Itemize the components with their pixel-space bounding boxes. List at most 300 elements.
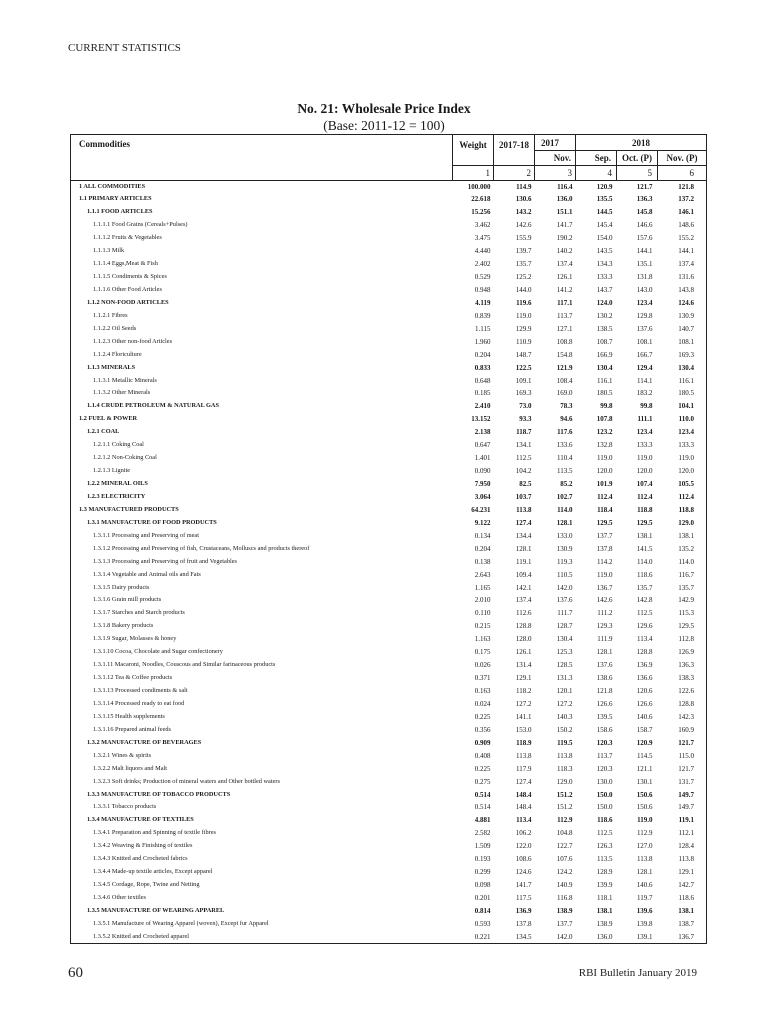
value-nov-2018-cell: 144.1 [678,247,695,256]
table-row [71,542,707,555]
value-2017-18-cell: 122.5 [515,363,532,372]
value-nov-2018-cell: 136.7 [678,932,695,941]
value-nov-2017-cell: 110.5 [557,570,573,579]
value-nov-2018-cell: 121.7 [678,738,695,747]
value-nov-2017-cell: 104.8 [556,829,573,838]
value-nov-2018-cell: 131.7 [678,777,695,786]
value-sep-2018-cell: 120.3 [596,738,613,747]
value-2017-18-cell: 135.7 [515,260,532,269]
value-2017-18-cell: 118.2 [516,687,532,696]
value-oct-2018-cell: 112.4 [637,492,653,501]
commodity-cell: 1 ALL COMMODITIES [79,182,146,190]
value-nov-2018-cell: 120.0 [678,467,695,476]
fiscal-year-header: 2017-18 [494,135,535,166]
value-nov-2018-cell: 124.6 [678,298,695,307]
weight-cell: 0.175 [474,648,491,657]
table-row [71,335,707,348]
weight-cell: 0.090 [474,467,491,476]
value-sep-2018-cell: 116.1 [597,376,613,385]
value-oct-2018-cell: 126.6 [636,699,653,708]
value-nov-2018-cell: 138.3 [678,674,695,683]
value-2017-18-cell: 104.2 [515,467,532,476]
value-nov-2018-cell: 138.7 [678,919,695,928]
value-oct-2018-cell: 119.7 [637,894,653,903]
value-nov-2017-cell: 113.8 [557,751,573,760]
value-nov-2018-cell: 142.7 [678,881,695,890]
value-sep-2018-cell: 137.7 [596,531,613,540]
commodity-cell: 1.3.1.16 Prepared animal feeds [93,725,171,733]
table-row [71,555,707,568]
value-oct-2018-cell: 150.6 [636,790,653,799]
value-2017-18-cell: 129.1 [515,674,532,683]
weight-cell: 0.026 [474,661,491,670]
column-number: 4 [576,166,617,181]
commodity-cell: 1.3.1.13 Processed condiments & salt [93,687,188,695]
table-row [71,917,707,930]
value-oct-2018-cell: 141.5 [636,544,653,553]
value-nov-2018-cell: 137.4 [678,260,695,269]
commodity-cell: 1.1.1.2 Fruits & Vegetables [93,234,162,242]
value-oct-2018-cell: 137.6 [636,324,653,333]
weight-cell: 0.909 [474,738,491,747]
value-nov-2018-cell: 131.6 [678,273,695,282]
value-2017-18-cell: 114.9 [516,182,532,191]
value-oct-2018-cell: 139.8 [636,919,653,928]
commodity-cell: 1.1.1.4 Eggs,Meat & Fish [93,260,158,268]
value-sep-2018-cell: 166.9 [596,350,613,359]
commodity-cell: 1.1.1.1 Food Grains (Cereals+Pulses) [93,221,188,229]
value-sep-2018-cell: 134.3 [596,260,613,269]
table-row [71,387,707,400]
weight-cell: 2.643 [474,570,491,579]
table-row [71,284,707,297]
value-sep-2018-cell: 139.9 [596,881,613,890]
value-oct-2018-cell: 130.1 [636,777,653,786]
commodity-cell: 1.1.1 FOOD ARTICLES [87,208,153,216]
commodity-cell: 1.3.2.2 Malt liquors and Malt [93,764,167,772]
value-nov-2018-cell: 133.3 [678,441,695,450]
commodity-cell: 1.3.1.4 Vegetable and Animal oils and Fats [93,570,201,578]
value-sep-2018-cell: 137.8 [596,544,613,553]
value-oct-2018-cell: 112.9 [637,829,653,838]
value-nov-2017-cell: 131.3 [556,674,573,683]
weight-cell: 0.647 [474,441,491,450]
weight-cell: 0.098 [474,881,491,890]
commodity-cell: 1.2.1.2 Non-Coking Coal [93,454,157,462]
value-2017-18-cell: 134.1 [515,441,532,450]
weight-cell: 2.010 [474,596,491,605]
value-nov-2017-cell: 151.2 [556,790,573,799]
value-sep-2018-cell: 99.8 [600,402,613,411]
value-2017-18-cell: 122.0 [515,842,532,851]
weight-cell: 1.960 [474,337,491,346]
value-nov-2018-cell: 112.8 [678,635,695,644]
value-nov-2017-cell: 113.7 [557,311,573,320]
table-row [71,698,707,711]
value-sep-2018-cell: 112.5 [597,829,613,838]
value-2017-18-cell: 142.1 [515,583,532,592]
value-2017-18-cell: 82.5 [519,480,532,489]
weight-cell: 0.225 [474,712,491,721]
value-2017-18-cell: 131.4 [515,661,532,670]
value-2017-18-cell: 148.4 [515,803,532,812]
value-2017-18-cell: 113.4 [516,816,532,825]
value-nov-2017-cell: 151.1 [556,208,573,217]
value-nov-2018-cell: 104.1 [678,402,695,411]
value-sep-2018-cell: 150.0 [596,803,613,812]
weight-cell: 2.402 [474,260,491,269]
value-sep-2018-cell: 130.0 [596,777,613,786]
value-sep-2018-cell: 129.5 [596,518,613,527]
table-row [71,930,707,943]
table-row [71,633,707,646]
value-nov-2017-cell: 114.0 [557,505,573,514]
table-row [71,840,707,853]
table-row [71,594,707,607]
value-sep-2018-cell: 154.0 [596,234,613,243]
commodity-cell: 1.3.5.1 Manufacture of Wearing Apparel (woven), Except fur Apparel [93,919,269,927]
weight-cell: 0.839 [474,311,491,320]
oct-2018-header: Oct. (P) [617,151,658,166]
value-nov-2018-cell: 138.1 [678,906,695,915]
value-oct-2018-cell: 143.0 [636,285,653,294]
commodity-cell: 1.2.1 COAL [87,428,120,436]
table-row [71,710,707,723]
value-nov-2017-cell: 94.6 [560,415,573,424]
value-nov-2017-cell: 142.0 [556,583,573,592]
table-row [71,232,707,245]
value-oct-2018-cell: 120.0 [636,467,653,476]
value-nov-2018-cell: 129.5 [678,622,695,631]
value-oct-2018-cell: 121.7 [636,182,653,191]
year-2017-header: 2017 [535,135,576,151]
value-nov-2018-cell: 160.9 [678,725,695,734]
value-sep-2018-cell: 138.9 [596,919,613,928]
value-nov-2017-cell: 130.4 [556,635,573,644]
table-row [71,258,707,271]
value-nov-2017-cell: 130.9 [556,544,573,553]
value-2017-18-cell: 108.6 [515,855,532,864]
value-2017-18-cell: 118.9 [516,738,532,747]
table-row [71,271,707,284]
value-sep-2018-cell: 128.9 [596,868,613,877]
weight-cell: 2.138 [474,428,491,437]
value-sep-2018-cell: 145.4 [596,221,613,230]
value-nov-2018-cell: 129.1 [678,868,695,877]
weight-cell: 1.401 [474,454,491,463]
value-2017-18-cell: 169.3 [515,389,532,398]
value-sep-2018-cell: 144.5 [596,208,613,217]
value-nov-2017-cell: 111.7 [557,609,573,618]
commodity-cell: 1.1.4 CRUDE PETROLEUM & NATURAL GAS [87,402,219,410]
commodity-cell: 1.3.4.1 Preparation and Spinning of textile fibres [93,829,216,837]
weight-cell: 4.440 [474,247,491,256]
value-nov-2017-cell: 154.8 [556,350,573,359]
value-sep-2018-cell: 121.8 [596,687,613,696]
table-row [71,296,707,309]
value-sep-2018-cell: 180.5 [596,389,613,398]
value-2017-18-cell: 136.9 [515,906,532,915]
table-row [71,426,707,439]
value-2017-18-cell: 109.1 [515,376,532,385]
table-row [71,503,707,516]
weight-cell: 0.138 [474,557,491,566]
table-row [71,775,707,788]
value-oct-2018-cell: 140.6 [636,881,653,890]
value-nov-2017-cell: 137.4 [556,260,573,269]
value-2017-18-cell: 124.6 [515,868,532,877]
weight-cell: 0.299 [474,868,491,877]
value-nov-2018-cell: 130.9 [678,311,695,320]
weight-cell: 0.948 [474,285,491,294]
table-body [71,180,707,943]
value-2017-18-cell: 113.8 [516,751,532,760]
value-sep-2018-cell: 129.3 [596,622,613,631]
table-row [71,322,707,335]
table-subtitle: (Base: 2011-12 = 100) [323,118,445,133]
nov-2017-header: Nov. [535,151,576,166]
weight-cell: 2.410 [474,402,491,411]
value-oct-2018-cell: 99.8 [640,402,653,411]
weight-cell: 22.618 [471,195,491,204]
value-oct-2018-cell: 166.7 [636,350,653,359]
table-row [71,672,707,685]
commodity-cell: 1.3.1.9 Sugar, Molasses & honey [93,635,177,643]
table-row [71,814,707,827]
value-nov-2017-cell: 117.1 [557,298,573,307]
table-row [71,348,707,361]
value-nov-2018-cell: 148.6 [678,221,695,230]
table-row [71,853,707,866]
value-oct-2018-cell: 135.7 [636,583,653,592]
value-nov-2018-cell: 142.9 [678,596,695,605]
value-oct-2018-cell: 129.6 [636,622,653,631]
value-nov-2018-cell: 118.6 [678,894,695,903]
value-nov-2017-cell: 141.7 [556,221,573,230]
value-nov-2018-cell: 128.8 [678,699,695,708]
weight-cell: 0.593 [474,919,491,928]
value-nov-2018-cell: 137.2 [678,195,695,204]
commodity-cell: 1.3.1 MANUFACTURE OF FOOD PRODUCTS [87,518,217,526]
value-sep-2018-cell: 128.1 [596,648,613,657]
value-sep-2018-cell: 113.5 [597,855,613,864]
value-nov-2017-cell: 108.8 [556,337,573,346]
commodity-cell: 1.3.4.5 Cordage, Rope, Twine and Netting [93,881,200,889]
value-nov-2017-cell: 151.2 [556,803,573,812]
value-nov-2018-cell: 135.7 [678,583,695,592]
value-sep-2018-cell: 108.7 [596,337,613,346]
value-nov-2017-cell: 119.3 [557,557,573,566]
value-sep-2018-cell: 130.4 [596,363,613,372]
value-oct-2018-cell: 146.6 [636,221,653,230]
value-oct-2018-cell: 142.8 [636,596,653,605]
table-row [71,413,707,426]
value-2017-18-cell: 110.9 [516,337,532,346]
commodity-cell: 1.3.2 MANUFACTURE OF BEVERAGES [87,738,202,746]
value-nov-2017-cell: 127.1 [556,324,573,333]
commodity-cell: 1.3.3 MANUFACTURE OF TOBACCO PRODUCTS [87,790,231,798]
value-sep-2018-cell: 119.0 [597,454,613,463]
value-nov-2017-cell: 137.6 [556,596,573,605]
table-row [71,206,707,219]
value-oct-2018-cell: 138.1 [636,531,653,540]
value-nov-2018-cell: 118.8 [678,505,695,514]
value-oct-2018-cell: 136.6 [636,674,653,683]
table-row [71,659,707,672]
commodity-cell: 1.1.3.2 Other Minerals [93,389,151,397]
value-nov-2018-cell: 115.0 [678,751,695,760]
value-nov-2017-cell: 125.3 [556,648,573,657]
value-sep-2018-cell: 107.8 [596,415,613,424]
commodity-cell: 1.3 MANUFACTURED PRODUCTS [79,505,179,513]
value-2017-18-cell: 73.0 [519,402,532,411]
value-nov-2017-cell: 138.9 [556,906,573,915]
weight-cell: 64.231 [471,505,491,514]
commodity-cell: 1.1.2.1 Fibres [93,311,128,319]
weight-cell: 0.204 [474,544,491,553]
value-sep-2018-cell: 158.6 [596,725,613,734]
table-row [71,762,707,775]
weight-cell: 1.115 [475,324,491,333]
sep-2018-header: Sep. [576,151,617,166]
value-nov-2017-cell: 142.0 [556,932,573,941]
commodity-cell: 1.1.1.3 Milk [93,247,125,255]
value-oct-2018-cell: 121.1 [636,764,653,773]
value-nov-2018-cell: 130.4 [678,363,695,372]
weight-cell: 0.371 [474,674,491,683]
value-nov-2017-cell: 117.6 [557,428,573,437]
value-oct-2018-cell: 108.1 [636,337,653,346]
table-row [71,723,707,736]
commodity-cell: 1.2.3 ELECTRICITY [87,492,146,500]
table-row [71,646,707,659]
commodities-header: Commodities [71,135,453,181]
value-nov-2017-cell: 190.2 [556,234,573,243]
value-oct-2018-cell: 136.3 [636,195,653,204]
year-2018-header: 2018 [576,135,707,151]
table-row [71,879,707,892]
wholesale-price-index-table [70,134,707,944]
commodity-cell: 1.3.1.14 Processed ready to eat food [93,699,185,707]
value-nov-2017-cell: 128.7 [556,622,573,631]
value-sep-2018-cell: 120.0 [596,467,613,476]
value-sep-2018-cell: 130.2 [596,311,613,320]
running-header: CURRENT STATISTICS [68,42,181,54]
value-2017-18-cell: 117.9 [516,764,532,773]
value-sep-2018-cell: 150.0 [596,790,613,799]
table-header [71,135,707,181]
commodity-cell: 1.1.3.1 Metallic Minerals [93,376,157,384]
value-nov-2017-cell: 140.2 [556,247,573,256]
value-sep-2018-cell: 136.7 [596,583,613,592]
value-2017-18-cell: 109.4 [515,570,532,579]
nov-2018-header: Nov. (P) [658,151,707,166]
value-nov-2018-cell: 128.4 [678,842,695,851]
commodity-cell: 1.1.2 NON-FOOD ARTICLES [87,298,169,306]
value-2017-18-cell: 113.8 [516,505,532,514]
weight-cell: 0.185 [474,389,491,398]
value-2017-18-cell: 129.9 [515,324,532,333]
value-2017-18-cell: 127.2 [515,699,532,708]
value-nov-2018-cell: 169.3 [678,350,695,359]
value-oct-2018-cell: 128.8 [636,648,653,657]
table-row [71,439,707,452]
value-nov-2017-cell: 141.2 [556,285,573,294]
value-nov-2018-cell: 113.8 [678,855,695,864]
value-oct-2018-cell: 119.0 [637,454,653,463]
table-row [71,620,707,633]
commodity-cell: 1.1.1.5 Condiments & Spices [93,273,167,281]
weight-cell: 15.256 [471,208,491,217]
value-sep-2018-cell: 113.7 [597,751,613,760]
value-nov-2017-cell: 118.3 [557,764,573,773]
weight-cell: 0.514 [474,790,491,799]
value-oct-2018-cell: 139.6 [636,906,653,915]
value-nov-2017-cell: 102.7 [556,492,573,501]
value-oct-2018-cell: 123.4 [636,428,653,437]
weight-cell: 0.024 [474,699,491,708]
weight-cell: 0.275 [474,777,491,786]
value-oct-2018-cell: 120.6 [636,687,653,696]
table-row [71,465,707,478]
table-row [71,866,707,879]
column-number: 6 [658,166,707,181]
value-2017-18-cell: 130.6 [515,195,532,204]
value-sep-2018-cell: 138.6 [596,674,613,683]
value-nov-2018-cell: 121.7 [678,764,695,773]
value-2017-18-cell: 128.0 [515,635,532,644]
value-sep-2018-cell: 132.8 [596,441,613,450]
value-2017-18-cell: 144.0 [515,285,532,294]
value-nov-2018-cell: 110.0 [678,415,695,424]
value-oct-2018-cell: 128.1 [636,868,653,877]
table-row [71,478,707,491]
value-oct-2018-cell: 136.9 [636,661,653,670]
value-sep-2018-cell: 138.1 [596,906,613,915]
value-sep-2018-cell: 137.6 [596,661,613,670]
value-nov-2017-cell: 169.0 [556,389,573,398]
value-nov-2018-cell: 119.0 [678,454,695,463]
weight-cell: 1.163 [474,635,491,644]
weight-cell: 0.225 [474,764,491,773]
table-row [71,607,707,620]
value-2017-18-cell: 119.1 [516,557,532,566]
value-oct-2018-cell: 111.1 [637,415,653,424]
table-row [71,529,707,542]
value-nov-2017-cell: 112.9 [557,816,573,825]
value-oct-2018-cell: 118.8 [637,505,653,514]
value-sep-2018-cell: 138.5 [596,324,613,333]
value-nov-2017-cell: 113.5 [557,467,573,476]
column-number: 2 [494,166,535,181]
value-2017-18-cell: 127.4 [515,777,532,786]
table-row [71,892,707,905]
value-sep-2018-cell: 118.1 [597,894,613,903]
table-row [71,309,707,322]
table-row [71,516,707,529]
value-oct-2018-cell: 113.8 [637,855,653,864]
value-nov-2017-cell: 124.2 [556,868,573,877]
value-oct-2018-cell: 133.3 [636,441,653,450]
value-sep-2018-cell: 118.6 [597,816,613,825]
value-oct-2018-cell: 114.1 [637,376,653,385]
value-oct-2018-cell: 157.6 [636,234,653,243]
weight-cell: 9.122 [474,518,491,527]
value-oct-2018-cell: 113.4 [637,635,653,644]
value-nov-2018-cell: 121.8 [678,182,695,191]
commodity-cell: 1.1 PRIMARY ARTICLES [79,195,152,203]
value-2017-18-cell: 127.4 [515,518,532,527]
